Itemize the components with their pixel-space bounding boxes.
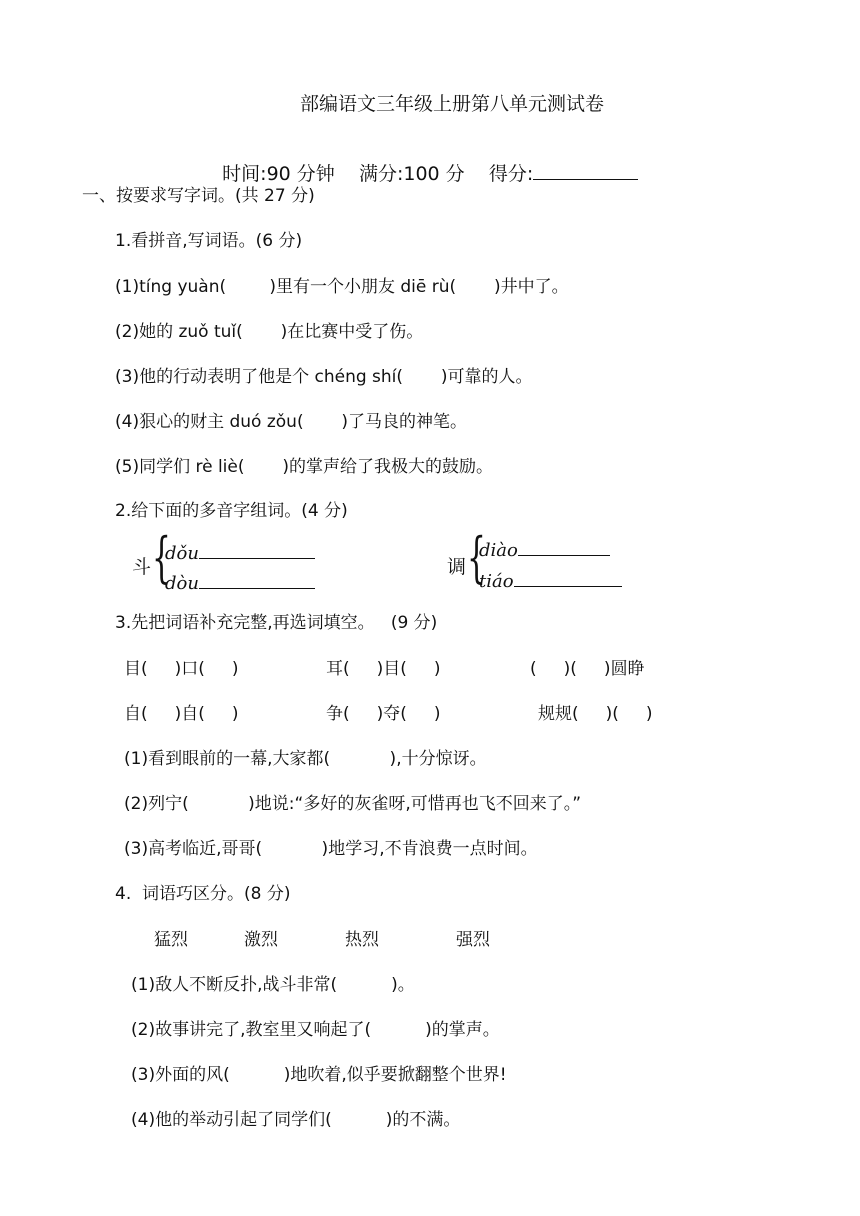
pinyin-reading: tiáo — [479, 571, 514, 592]
question-2-title: 2.给下面的多音字组词。(4 分) — [115, 501, 348, 521]
section-heading: 一、按要求写字词。(共 27 分) — [82, 186, 315, 206]
answer-blank[interactable] — [199, 572, 315, 589]
idiom-fill: 争( )夺( ) — [326, 704, 441, 724]
question-3-title: 3.先把词语补充完整,再选词填空。 (9 分) — [115, 613, 438, 633]
polyphone-char-diao: 调 — [447, 556, 467, 578]
question-1-title: 1.看拼音,写词语。(6 分) — [115, 231, 303, 251]
idiom-fill: ( )( )圆睁 — [530, 659, 645, 679]
question-4-item: (3)外面的风( )地吹着,似乎要掀翻整个世界! — [131, 1065, 507, 1085]
word-option: 热烈 — [345, 930, 379, 950]
pinyin-reading: dǒu — [165, 543, 199, 564]
answer-blank[interactable] — [514, 570, 622, 587]
reading-row — [165, 572, 315, 595]
question-3-item: (3)高考临近,哥哥( )地学习,不肯浪费一点时间。 — [124, 839, 538, 859]
left-brace-icon: { — [467, 526, 486, 589]
question-1-item: (4)狠心的财主 duó zǒu( )了马良的神笔。 — [115, 412, 468, 432]
word-option: 强烈 — [456, 930, 490, 950]
answer-blank[interactable] — [199, 542, 315, 559]
exam-title: 部编语文三年级上册第八单元测试卷 — [299, 93, 604, 115]
reading-row — [479, 570, 622, 593]
idiom-fill: 耳( )目( ) — [326, 659, 441, 679]
pinyin-reading: diào — [479, 540, 518, 561]
reading-row — [165, 542, 315, 565]
idiom-fill: 目( )口( ) — [124, 659, 239, 679]
question-1-item: (5)同学们 rè liè( )的掌声给了我极大的鼓励。 — [115, 457, 493, 477]
question-1-item: (2)她的 zuǒ tuǐ( )在比赛中受了伤。 — [115, 322, 424, 342]
idiom-fill: 自( )自( ) — [124, 704, 239, 724]
question-3-item: (2)列宁( )地说:“多好的灰雀呀,可惜再也飞不回来了。” — [124, 794, 582, 814]
answer-blank[interactable] — [518, 539, 610, 556]
full-score: 满分:100 分 — [358, 163, 465, 185]
word-option: 激烈 — [244, 930, 278, 950]
time-limit: 时间:90 分钟 — [222, 163, 335, 185]
question-3-item: (1)看到眼前的一幕,大家都( ),十分惊讶。 — [124, 749, 487, 769]
score-label: 得分: — [488, 163, 534, 185]
question-4-title: 4. 词语巧区分。(8 分) — [115, 884, 291, 904]
question-4-item: (4)他的举动引起了同学们( )的不满。 — [131, 1110, 461, 1130]
score-blank[interactable] — [533, 161, 638, 180]
question-1-item: (3)他的行动表明了他是个 chéng shí( )可靠的人。 — [115, 367, 533, 387]
polyphone-char-dou: 斗 — [132, 556, 152, 578]
word-option: 猛烈 — [154, 930, 188, 950]
question-4-item: (2)故事讲完了,教室里又响起了( )的掌声。 — [131, 1020, 500, 1040]
question-4-item: (1)敌人不断反扑,战斗非常( )。 — [131, 975, 415, 995]
idiom-fill: 规规( )( ) — [538, 704, 653, 724]
pinyin-reading: dòu — [165, 573, 199, 594]
reading-row — [479, 539, 610, 562]
question-1-item: (1)tíng yuàn( )里有一个小朋友 diē rù( )井中了。 — [115, 277, 569, 297]
left-brace-icon: { — [152, 526, 171, 589]
